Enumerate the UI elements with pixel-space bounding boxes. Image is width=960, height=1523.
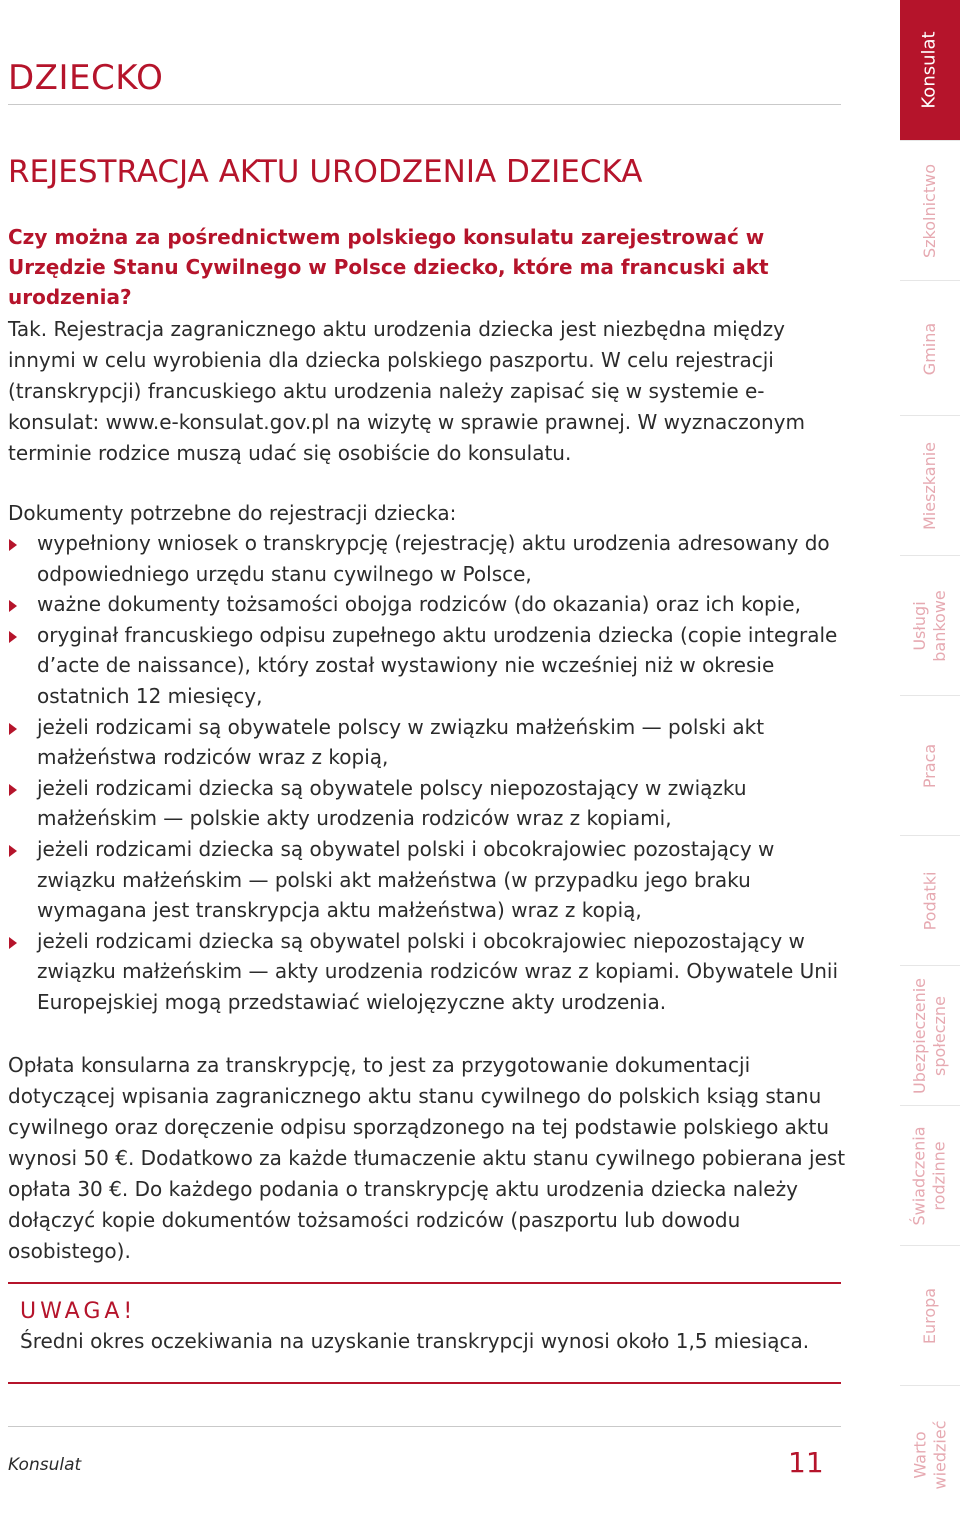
bullet-arrow-icon <box>9 723 17 735</box>
bullet-arrow-icon <box>9 845 17 857</box>
tab-label: Warto wiedzieć <box>910 1419 950 1490</box>
fee-paragraph: Opłata konsularna za transkrypcję, to jest za przygotowanie dokumentacji dotyczącej wpisania zagranicznego aktu stanu cywilnego do polskich ksiąg stanu cywilnego oraz doręczenie odpisu sporządzonego na tej podstawie polskiego aktu wynosi 50 €. Dodatkowo za każde tłumaczenie aktu stanu cywilnego pobierana jest opłata 30 €. Do każdego podania o transkrypcję aktu urodzenia dziecka należy dołączyć kopie dokumentów tożsamości rodziców (paszportu lub dowodu osobistego). <box>8 1053 846 1263</box>
footer-label: Konsulat <box>8 1455 82 1475</box>
warning-title: UWAGA! <box>20 1299 137 1324</box>
tab-label: Ubezpieczenie społeczne <box>910 977 949 1095</box>
tab-uslugi-bankowe[interactable] <box>900 555 960 696</box>
bullet-arrow-icon <box>9 600 17 612</box>
tab-label: Świadczenia rodzinne <box>910 1126 950 1226</box>
bullet-arrow-icon <box>9 539 17 551</box>
tab-label: Mieszkanie <box>920 441 940 531</box>
list-item: jeżeli rodzicami dziecka są obywatel polski i obcokrajowiec niepozostający w związku małżeńskim — akty urodzenia rodziców wraz z kopiami. Obywatele Unii Europejskiej mogą przedstawiać wielojęzyczne akty urodzenia. <box>8 926 848 1018</box>
tab-label: Szkolnictwo <box>920 163 940 259</box>
tab-podatki[interactable] <box>900 835 960 966</box>
warning-text: Średni okres oczekiwania na uzyskanie transkrypcji wynosi około 1,5 miesiąca. <box>20 1329 810 1353</box>
bullet-arrow-icon <box>9 631 17 643</box>
tab-label: Usługi bankowe <box>910 590 950 662</box>
page-heading: REJESTRACJA AKTU URODZENIA DZIECKA <box>8 154 643 190</box>
documents-list <box>8 528 848 1018</box>
page-number: 11 <box>788 1446 824 1479</box>
tab-praca[interactable] <box>900 695 960 836</box>
tab-ubezpieczenie-spoleczne[interactable] <box>900 965 960 1106</box>
list-item: jeżeli rodzicami dziecka są obywatel polski i obcokrajowiec pozostający w związku małżeńskim — polski akt małżeństwa (w przypadku jego braku wymagana jest transkrypcja aktu małżeństwa) wraz z kopią, <box>8 834 848 926</box>
tab-swiadczenia-rodzinne[interactable] <box>900 1105 960 1246</box>
documents-intro: Dokumenty potrzebne do rejestracji dziecka: <box>8 501 457 525</box>
tab-konsulat[interactable] <box>900 0 960 140</box>
tab-label: Gmina <box>920 322 939 375</box>
list-item: ważne dokumenty tożsamości obojga rodziców (do okazania) oraz ich kopie, <box>8 589 848 620</box>
tab-label: Praca <box>919 743 939 789</box>
list-item: jeżeli rodzicami są obywatele polscy w związku małżeńskim — polski akt małżeństwa rodziców wraz z kopią, <box>8 712 848 773</box>
bullet-arrow-icon <box>9 784 17 796</box>
tab-europa[interactable] <box>900 1245 960 1386</box>
tab-gmina[interactable] <box>900 280 960 416</box>
tab-label: Konsulat <box>919 31 941 109</box>
answer-paragraph: Tak. Rejestracja zagranicznego aktu urodzenia dziecka jest niezbędna między innymi w celu wyrobienia dla dziecka polskiego paszportu. W celu rejestracji (transkrypcji) francuskiego aktu urodzenia należy zapisać się w systemie e-konsulat: www.e-konsulat.gov.pl na wizytę w sprawie prawnej. W wyznaczonym terminie rodzice muszą udać się osobiście do konsulatu. <box>8 317 806 465</box>
title-divider <box>8 104 841 105</box>
sidebar-tabs <box>900 0 960 1522</box>
section-title: DZIECKO <box>8 58 164 98</box>
list-item: oryginał francuskiego odpisu zupełnego aktu urodzenia dziecka (copie integrale d’acte de naissance), który został wystawiony nie wcześniej niż w okresie ostatnich 12 miesięcy, <box>8 620 848 712</box>
list-item: wypełniony wniosek o transkrypcję (rejestrację) aktu urodzenia adresowany do odpowiedniego urzędu stanu cywilnego w Polsce, <box>8 528 848 589</box>
bullet-arrow-icon <box>9 937 17 949</box>
tab-warto-wiedziec[interactable] <box>900 1385 960 1523</box>
tab-label: Europa <box>919 1287 939 1345</box>
tab-mieszkanie[interactable] <box>900 415 960 556</box>
footer-divider <box>8 1426 841 1427</box>
list-item: jeżeli rodzicami dziecka są obywatele polscy niepozostający w związku małżeńskim — polskie akty urodzenia rodziców wraz z kopiami, <box>8 773 848 834</box>
question-text: Czy można za pośrednictwem polskiego konsulatu zarejestrować w Urzędzie Stanu Cywilnego w Polsce dziecko, które ma francuski akt urodzenia? <box>8 225 769 309</box>
tab-szkolnictwo[interactable] <box>900 140 960 281</box>
tab-label: Podatki <box>920 871 939 931</box>
